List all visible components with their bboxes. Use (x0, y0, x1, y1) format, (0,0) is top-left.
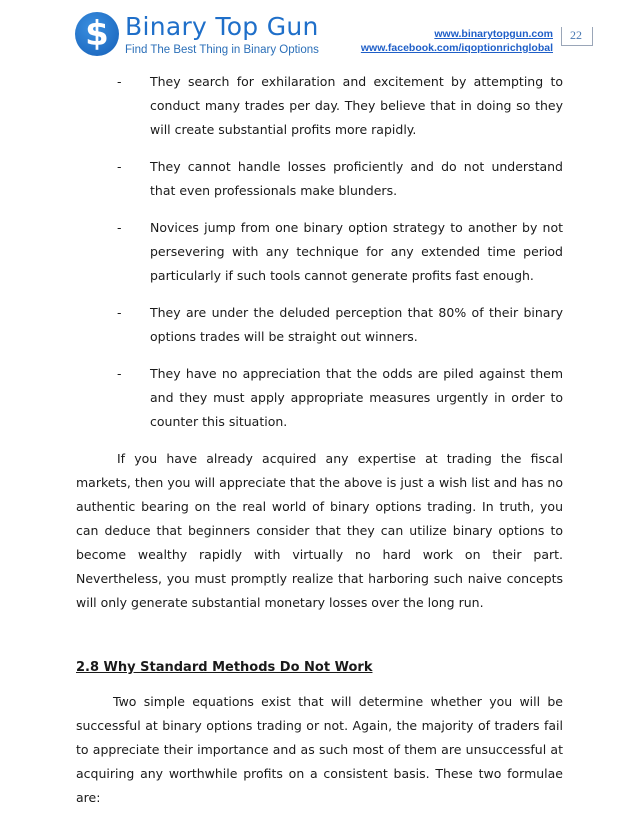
page-number: 22 (570, 28, 582, 42)
bullet-text: They have no appreciation that the odds are piled against them and they must apply appropriate measures urgently in order to counter this situation. (150, 366, 563, 429)
section-heading: 2.8 Why Standard Methods Do Not Work (76, 660, 373, 675)
bullet-dash: - (117, 74, 122, 89)
bullet-text: They search for exhilaration and excitement by attempting to conduct many trades per day. They believe that in doing so they will create substantial profits more rapidly. (150, 74, 563, 137)
brand-tagline: Find The Best Thing in Binary Options (125, 44, 319, 56)
facebook-link[interactable]: www.facebook.com/iqoptionrichglobal (360, 42, 553, 54)
header-links (361, 27, 553, 55)
bullet-item (76, 362, 563, 434)
bullet-text: They cannot handle losses proficiently and do not understand that even professionals make blunders. (150, 159, 563, 198)
bullet-item (76, 70, 563, 142)
website-link[interactable]: www.binarytopgun.com (434, 28, 553, 40)
page-body (76, 70, 563, 810)
bullet-text: They are under the deluded perception that 80% of their binary options trades will be straight out winners. (150, 305, 563, 344)
bullet-item (76, 216, 563, 288)
dollar-logo-icon: $ (75, 12, 119, 56)
bullet-dash: - (117, 305, 122, 320)
body-paragraph: If you have already acquired any expertise at trading the fiscal markets, then you will appreciate that the above is just a wish list and has no authentic bearing on the real world of binary options trading. In truth, you can deduce that beginners consider that they can utilize binary options to become wealthy rapidly with virtually no hard work on their part. Nevertheless, you must promptly realize that harboring such naive concepts will only generate substantial monetary losses over the long run. (76, 451, 563, 610)
bullet-dash: - (117, 220, 122, 235)
brand-name: Binary Top Gun (125, 12, 319, 41)
bullet-dash: - (117, 366, 122, 381)
section-paragraph: Two simple equations exist that will determine whether you will be successful at binary options trading or not. Again, the majority of traders fail to appreciate their importance and as such most of them are unsuccessful at acquiring any worthwhile profits on a consistent basis. These two formulae are: (76, 694, 563, 805)
bullet-text: Novices jump from one binary option strategy to another by not persevering with any technique for any extended time period particularly if such tools cannot generate profits fast enough. (150, 220, 563, 283)
bullet-item (76, 301, 563, 349)
bullet-item (76, 155, 563, 203)
brand-logo (75, 10, 319, 62)
bullet-dash: - (117, 159, 122, 174)
